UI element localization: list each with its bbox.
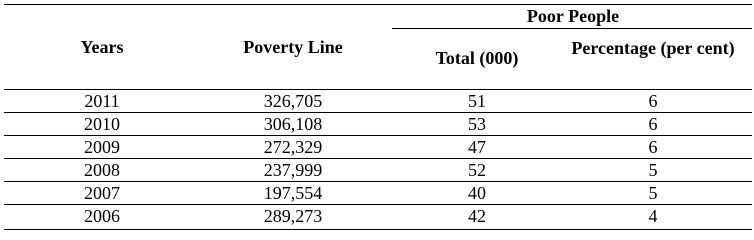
- percentage-cell: 6: [648, 91, 658, 111]
- table-row: [0, 113, 754, 136]
- total-cell: 52: [468, 160, 486, 180]
- header-years: Years: [80, 37, 124, 57]
- percentage-cell: 6: [648, 137, 658, 157]
- total-cell: 42: [468, 206, 486, 226]
- table-top-rule: [4, 4, 752, 5]
- year-cell: 2009: [84, 137, 120, 157]
- table-row: [0, 159, 754, 182]
- total-cell: 40: [468, 183, 486, 203]
- total-cell: 47: [468, 137, 486, 157]
- poverty-line-cell: 306,108: [263, 114, 323, 134]
- year-cell: 2010: [84, 114, 120, 134]
- table-row: [0, 182, 754, 205]
- poverty-line-cell: 197,554: [263, 183, 323, 203]
- year-cell: 2007: [84, 183, 120, 203]
- total-cell: 51: [468, 91, 486, 111]
- percentage-cell: 5: [648, 183, 658, 203]
- year-cell: 2011: [84, 91, 120, 111]
- year-cell: 2008: [84, 160, 120, 180]
- table-row: [0, 136, 754, 159]
- table-row: [0, 90, 754, 113]
- percentage-cell: 4: [648, 206, 658, 226]
- year-cell: 2006: [84, 206, 120, 226]
- poverty-line-cell: 272,329: [263, 137, 323, 157]
- poor-people-group-rule: [392, 28, 752, 29]
- poverty-line-cell: 289,273: [263, 206, 323, 226]
- table-row: [0, 205, 754, 228]
- percentage-cell: 6: [648, 114, 658, 134]
- header-total: Total (000): [435, 48, 519, 68]
- poverty-line-cell: 237,999: [263, 160, 323, 180]
- percentage-cell: 5: [648, 160, 658, 180]
- total-cell: 53: [468, 114, 486, 134]
- poverty-line-cell: 326,705: [263, 91, 323, 111]
- header-poverty-line: Poverty Line: [243, 37, 343, 57]
- header-percentage: Percentage (per cent): [571, 38, 735, 58]
- header-poor-people: Poor People: [526, 6, 620, 26]
- table-bottom-rule: [4, 229, 752, 230]
